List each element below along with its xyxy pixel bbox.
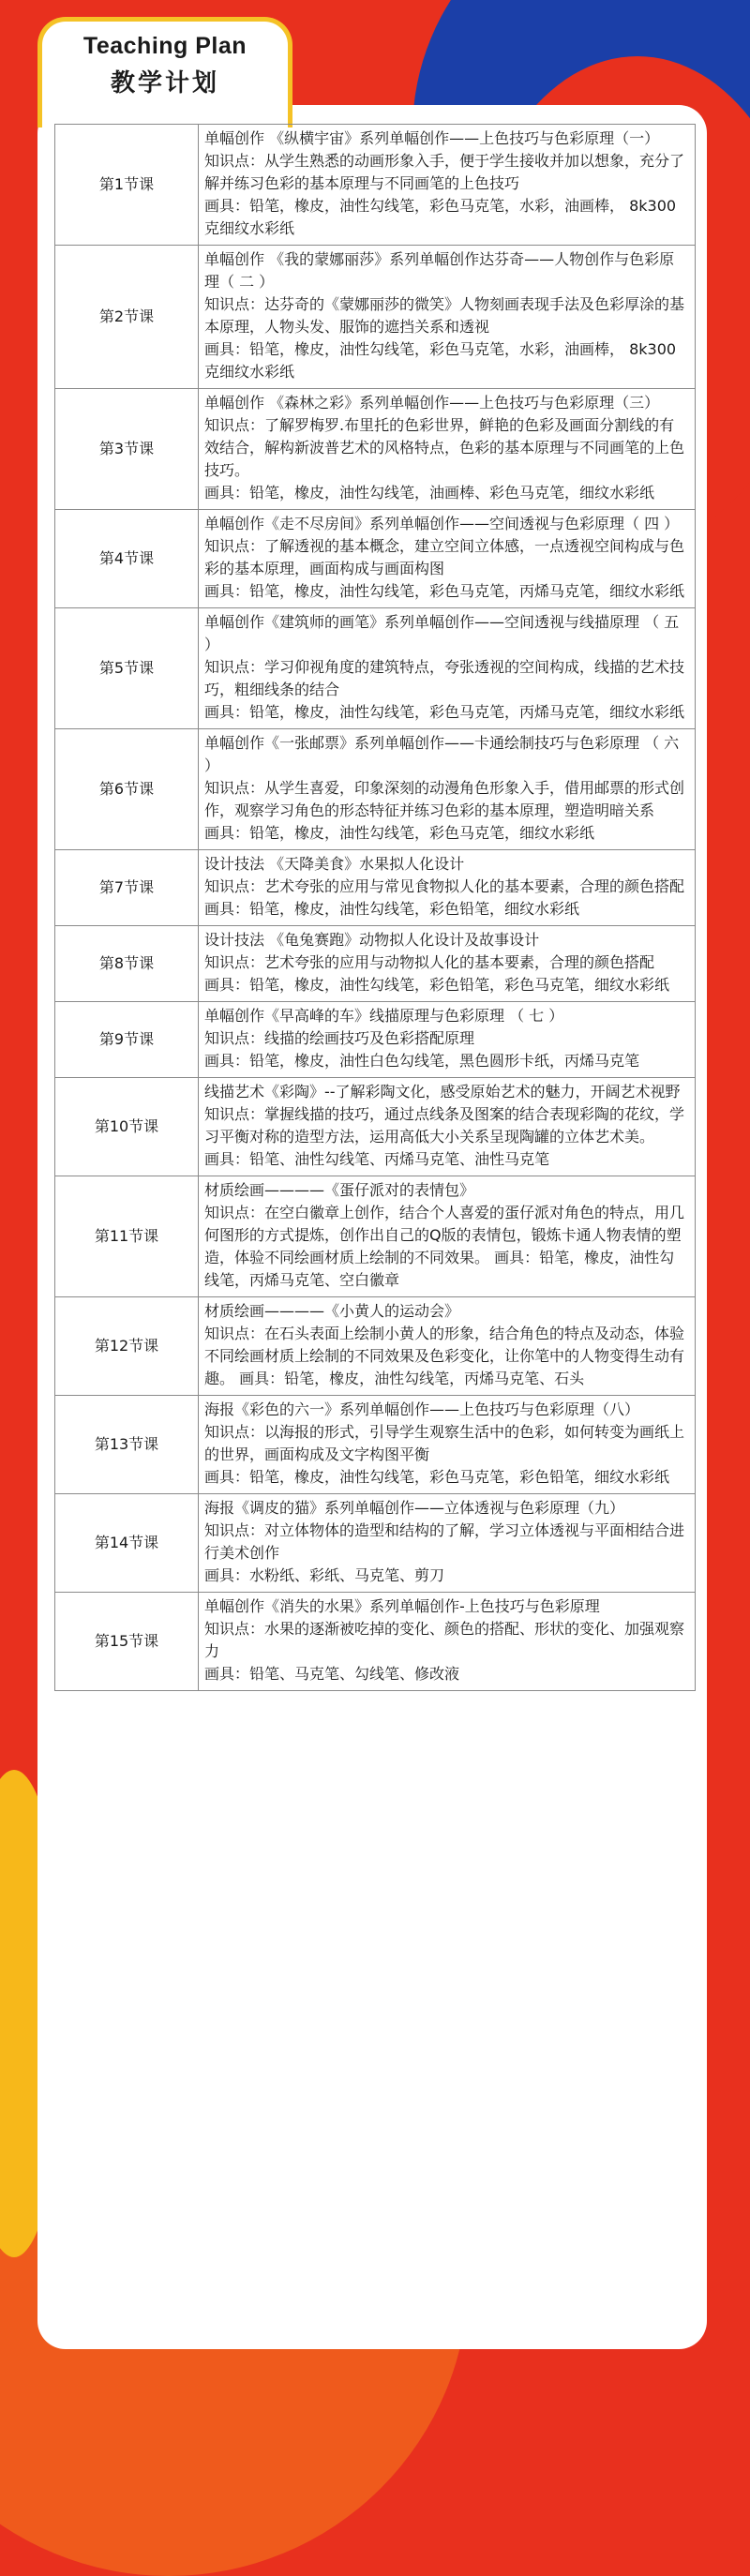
table-row [55, 1078, 696, 1176]
lesson-title: 单幅创作 《纵横宇宙》系列单幅创作——上色技巧与色彩原理（一） [204, 129, 660, 147]
lesson-title: 单幅创作《一张邮票》系列单幅创作——卡通绘制技巧与色彩原理 （ 六 ） [204, 734, 680, 774]
lesson-knowledge: 知识点：从学生喜爱，印象深刻的动漫角色形象入手，借用邮票的形式创作，观察学习角色的形态特征并练习色彩的基本原理，塑造明暗关系 [204, 779, 685, 819]
lesson-knowledge: 知识点：以海报的形式，引导学生观察生活中的色彩，如何转变为画纸上的世界，画面构成及文字构图平衡 [204, 1423, 685, 1463]
title-tab [38, 17, 292, 127]
lesson-number: 第7节课 [55, 850, 199, 926]
lesson-knowledge: 知识点：在空白徽章上创作，结合个人喜爱的蛋仔派对角色的特点，用几何图形的方式提炼，创作出自己的Q版的表情包，锻炼卡通人物表情的塑造，体验不同绘画材质上绘制的不同效果。 画具：铅笔，橡皮，油性勾线笔，丙烯马克笔、空白徽章 [204, 1204, 685, 1289]
lesson-content [199, 510, 696, 608]
lesson-title: 海报《彩色的六一》系列单幅创作——上色技巧与色彩原理（八） [204, 1400, 640, 1418]
lesson-content [199, 125, 696, 246]
lesson-content [199, 1494, 696, 1593]
page-title-chinese: 教学计划 [110, 69, 219, 97]
table-row [55, 1396, 696, 1494]
lesson-knowledge: 知识点：掌握线描的技巧，通过点线条及图案的结合表现彩陶的花纹，学习平衡对称的造型方法，运用高低大小关系呈现陶罐的立体艺术美。 [204, 1105, 685, 1146]
lesson-title: 单幅创作《消失的水果》系列单幅创作-上色技巧与色彩原理 [204, 1597, 600, 1615]
lesson-tools: 画具：铅笔，橡皮，油性白色勾线笔，黑色圆形卡纸，丙烯马克笔 [204, 1052, 640, 1070]
lesson-content [199, 1593, 696, 1691]
lesson-content [199, 1002, 696, 1078]
lesson-content [199, 389, 696, 510]
lesson-number: 第10节课 [55, 1078, 199, 1176]
lesson-number: 第11节课 [55, 1176, 199, 1297]
lesson-title: 单幅创作《早高峰的车》线描原理与色彩原理 （ 七 ） [204, 1007, 564, 1025]
lesson-tools: 画具：铅笔，橡皮，油性勾线笔，彩色马克笔，丙烯马克笔，细纹水彩纸 [204, 703, 685, 721]
lesson-tools: 画具：水粉纸、彩纸、马克笔、剪刀 [204, 1566, 445, 1584]
lesson-number: 第5节课 [55, 608, 199, 729]
lesson-content [199, 1078, 696, 1176]
lesson-content [199, 926, 696, 1002]
lesson-title: 单幅创作《走不尽房间》系列单幅创作——空间透视与色彩原理（ 四 ） [204, 515, 680, 532]
lesson-content [199, 1297, 696, 1396]
lesson-title: 单幅创作 《我的蒙娜丽莎》系列单幅创作达芬奇——人物创作与色彩原理（ 二 ） [204, 250, 675, 291]
lesson-title: 设计技法 《龟兔赛跑》动物拟人化设计及故事设计 [204, 931, 540, 949]
lesson-tools: 画具：铅笔、油性勾线笔、丙烯马克笔、油性马克笔 [204, 1150, 550, 1168]
lesson-knowledge: 知识点：线描的绘画技巧及色彩搭配原理 [204, 1029, 475, 1047]
lesson-number: 第14节课 [55, 1494, 199, 1593]
table-row [55, 1176, 696, 1297]
lesson-knowledge: 知识点：达芬奇的《蒙娜丽莎的微笑》人物刻画表现手法及色彩厚涂的基本原理，人物头发、服饰的遮挡关系和透视 [204, 295, 685, 336]
lesson-knowledge: 知识点：学习仰视角度的建筑特点，夸张透视的空间构成，线描的艺术技巧，粗细线条的结合 [204, 658, 685, 698]
table-row [55, 926, 696, 1002]
lesson-title: 单幅创作 《森林之彩》系列单幅创作——上色技巧与色彩原理（三） [204, 394, 660, 412]
table-row [55, 850, 696, 926]
lesson-number: 第3节课 [55, 389, 199, 510]
lesson-number: 第15节课 [55, 1593, 199, 1691]
table-row [55, 389, 696, 510]
lesson-knowledge: 知识点：水果的逐渐被吃掉的变化、颜色的搭配、形状的变化、加强观察力 [204, 1620, 685, 1660]
lesson-content [199, 729, 696, 850]
table-row [55, 1494, 696, 1593]
table-row [55, 608, 696, 729]
lesson-knowledge: 知识点：了解罗梅罗.布里托的色彩世界，鲜艳的色彩及画面分割线的有效结合，解构新波普艺术的风格特点，色彩的基本原理与不同画笔的上色技巧。 [204, 416, 685, 479]
lesson-number: 第1节课 [55, 125, 199, 246]
lesson-tools: 画具：铅笔，橡皮，油性勾线笔，彩色马克笔，水彩，油画棒， 8k300克细纹水彩纸 [204, 340, 677, 381]
lesson-content [199, 1396, 696, 1494]
lesson-content [199, 608, 696, 729]
lesson-tools: 画具：铅笔、马克笔、勾线笔、修改液 [204, 1665, 460, 1683]
lesson-number: 第4节课 [55, 510, 199, 608]
lesson-title: 材质绘画————《蛋仔派对的表情包》 [204, 1181, 475, 1199]
lesson-content [199, 850, 696, 926]
lesson-number: 第12节课 [55, 1297, 199, 1396]
lesson-content [199, 246, 696, 389]
table-row [55, 1002, 696, 1078]
lesson-tools: 画具：铅笔，橡皮，油性勾线笔，彩色铅笔，细纹水彩纸 [204, 900, 580, 918]
page-title-english: Teaching Plan [82, 33, 248, 59]
lesson-tools: 画具：铅笔，橡皮，油性勾线笔，彩色马克笔，彩色铅笔，细纹水彩纸 [204, 1468, 670, 1486]
lesson-content [199, 1176, 696, 1297]
table-row [55, 125, 696, 246]
lesson-number: 第8节课 [55, 926, 199, 1002]
lesson-title: 线描艺术《彩陶》--了解彩陶文化，感受原始艺术的魅力，开阔艺术视野 [204, 1083, 681, 1101]
lesson-table [54, 124, 696, 1691]
lesson-number: 第13节课 [55, 1396, 199, 1494]
table-row [55, 510, 696, 608]
lesson-title: 海报《调皮的猫》系列单幅创作——立体透视与色彩原理（九） [204, 1499, 625, 1517]
lesson-tools: 画具：铅笔，橡皮，油性勾线笔，彩色马克笔，水彩，油画棒， 8k300克细纹水彩纸 [204, 197, 677, 237]
lesson-tools: 画具：铅笔，橡皮，油性勾线笔，油画棒、彩色马克笔，细纹水彩纸 [204, 484, 655, 502]
table-row [55, 1593, 696, 1691]
lesson-tools: 画具：铅笔，橡皮，油性勾线笔，彩色马克笔，细纹水彩纸 [204, 824, 595, 842]
lesson-tools: 画具：铅笔，橡皮，油性勾线笔，彩色铅笔，彩色马克笔，细纹水彩纸 [204, 976, 670, 994]
lesson-knowledge: 知识点：从学生熟悉的动画形象入手，便于学生接收并加以想象，充分了解并练习色彩的基本原理与不同画笔的上色技巧 [204, 152, 685, 192]
table-row [55, 729, 696, 850]
lesson-knowledge: 知识点：对立体物体的造型和结构的了解，学习立体透视与平面相结合进行美术创作 [204, 1521, 685, 1562]
lesson-knowledge: 知识点：了解透视的基本概念，建立空间立体感，一点透视空间构成与色彩的基本原理，画面构成与画面构图 [204, 537, 685, 577]
lesson-knowledge: 知识点：艺术夸张的应用与动物拟人化的基本要素，合理的颜色搭配 [204, 953, 655, 971]
lesson-title: 单幅创作《建筑师的画笔》系列单幅创作——空间透视与线描原理 （ 五 ） [204, 613, 680, 653]
table-row [55, 1297, 696, 1396]
lesson-number: 第6节课 [55, 729, 199, 850]
lesson-title: 材质绘画————《小黄人的运动会》 [204, 1302, 460, 1320]
lesson-knowledge: 知识点：在石头表面上绘制小黄人的形象，结合角色的特点及动态，体验不同绘画材质上绘制的不同效果及色彩变化，让你笔中的人物变得生动有趣。 画具：铅笔，橡皮，油性勾线笔，丙烯马克笔、石头 [204, 1325, 685, 1387]
lesson-tools: 画具：铅笔，橡皮，油性勾线笔，彩色马克笔，丙烯马克笔，细纹水彩纸 [204, 582, 685, 600]
lesson-number: 第9节课 [55, 1002, 199, 1078]
lesson-title: 设计技法 《天降美食》水果拟人化设计 [204, 855, 465, 873]
lesson-number: 第2节课 [55, 246, 199, 389]
lesson-knowledge: 知识点：艺术夸张的应用与常见食物拟人化的基本要素，合理的颜色搭配 [204, 877, 685, 895]
table-row [55, 246, 696, 389]
